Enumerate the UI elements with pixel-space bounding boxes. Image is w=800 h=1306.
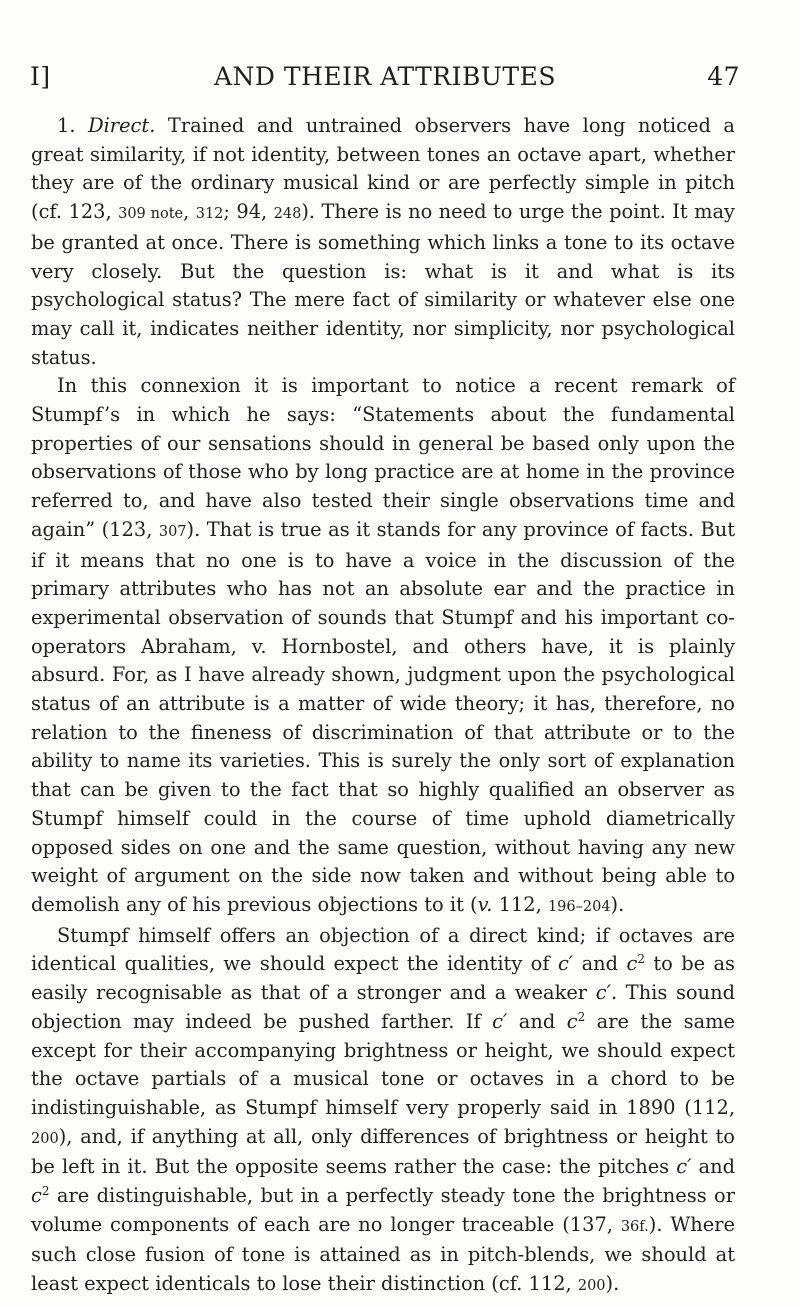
page-number: 47 (707, 62, 740, 91)
text-segment: 248 (273, 206, 302, 223)
text-segment: Stumpf himself offers an objection of a direct kind; if octaves are identical qualities, we should expect the identity of (31, 923, 735, 976)
text-segment: In this connexion it is important to notice a recent remark of Stumpf’s in which he says: “Statements about the fundamental properties of our sensations should in general be based only upon the observations of those who by long practice are at home in the province referred to, and have also tested their single observations time and again” (123, (31, 374, 735, 541)
text-segment: are the same except for their accompanying brightness or height, we should expect the octave partials of a musical tone or octaves in a chord to be indistinguishable, as Stumpf himself very properly said in 1890 (112, (31, 1009, 736, 1119)
text-segment: 200 (31, 1130, 59, 1147)
text-segment: 196–204 (547, 898, 611, 915)
text-segment: to be as easily recognisable as that of a stronger and a weaker (31, 952, 736, 1005)
text-segment: c (566, 1009, 578, 1033)
text-segment: ). Where such close fusion of tone is attained as in pitch-blends, we should at least expect identicals to lose their distinction (cf. 112, (31, 1212, 735, 1296)
text-segment: and (507, 1009, 567, 1033)
text-segment: 312 (195, 206, 224, 223)
text-segment: ). That is true as it stands for any province of facts. But if it means that no one is to have a voice in the discussion of the primary attributes who has not an absolute ear and the practice in experimental observation of sounds that Stumpf and his important co-operators Abraham, v. Hornbostel, and others have, it is plainly absurd. For, as I have already shown, judgment upon the psychological status of an attribute is a matter of wide theory; it has, therefore, no relation to the fineness of discrimination of that attribute or to the ability to name its varieties. This is surely the only sort of explanation that can be given to the fact that so highly qualified an observer as Stumpf himself could in the course of time uphold diametrically opposed sides on one and the same question, without having any new weight of argument on the side now taken and without being able to demolish any of his previous objections to it ( (31, 517, 735, 916)
text-segment: c′ (557, 952, 574, 976)
text-segment: c (626, 952, 638, 976)
text-segment: , (183, 200, 196, 224)
text-segment: Trained and untrained observers have long noticed a great similarity, if not identity, between tones an octave apart, whether they are of the ordinary musical kind or are perfectly simple in pitch (cf. 123, (31, 114, 735, 224)
text-segment: ). (610, 892, 625, 916)
text-segment: and (691, 1155, 735, 1179)
text-segment: 36f. (620, 1218, 649, 1235)
text-segment: 2 (577, 1009, 586, 1024)
text-segment: c′ (492, 1009, 508, 1033)
text-segment: 2 (637, 952, 645, 967)
text-segment: 307 (158, 523, 187, 540)
paragraph-direct (31, 112, 735, 372)
text-segment: 200 (577, 1278, 606, 1295)
running-title: AND THEIR ATTRIBUTES (214, 62, 556, 91)
text-segment: c′ (595, 981, 611, 1005)
text-segment: c (31, 1184, 42, 1208)
text-segment: ), and, if anything at all, only differences of brightness or height to be left in it. But the opposite seems rather the case: the pitches (31, 1124, 735, 1179)
text-segment: are distinguishable, but in a perfectly steady tone the brightness or volume components of each are no longer traceable (137, (31, 1184, 735, 1236)
text-segment: ). (605, 1272, 620, 1296)
body-text (31, 112, 735, 1301)
text-segment: 2 (41, 1184, 50, 1199)
text-segment: ; 94, (223, 200, 274, 224)
text-segment: Direct. (88, 114, 156, 137)
running-header (30, 62, 740, 102)
text-segment: c′ (676, 1155, 692, 1179)
text-segment: 112, (492, 892, 548, 916)
paragraph-stumpf-remark (31, 372, 735, 921)
text-segment: 1. (57, 114, 89, 137)
text-segment: . This sound objection may indeed be pushed farther. If (31, 981, 735, 1033)
paragraph-objection (31, 922, 735, 1301)
text-segment: 309 note (118, 206, 184, 223)
chapter-number: I] (30, 62, 51, 91)
text-segment: and (573, 952, 627, 976)
text-segment: ). There is no need to urge the point. It may be granted at once. There is something which links a tone to its octave very closely. But the question is: what is it and what is its psychological status? The mere fact of similarity or whatever else one may call it, indicates neither identity, nor simplicity, nor psychological status. (31, 200, 736, 369)
text-segment: v. (477, 892, 493, 916)
